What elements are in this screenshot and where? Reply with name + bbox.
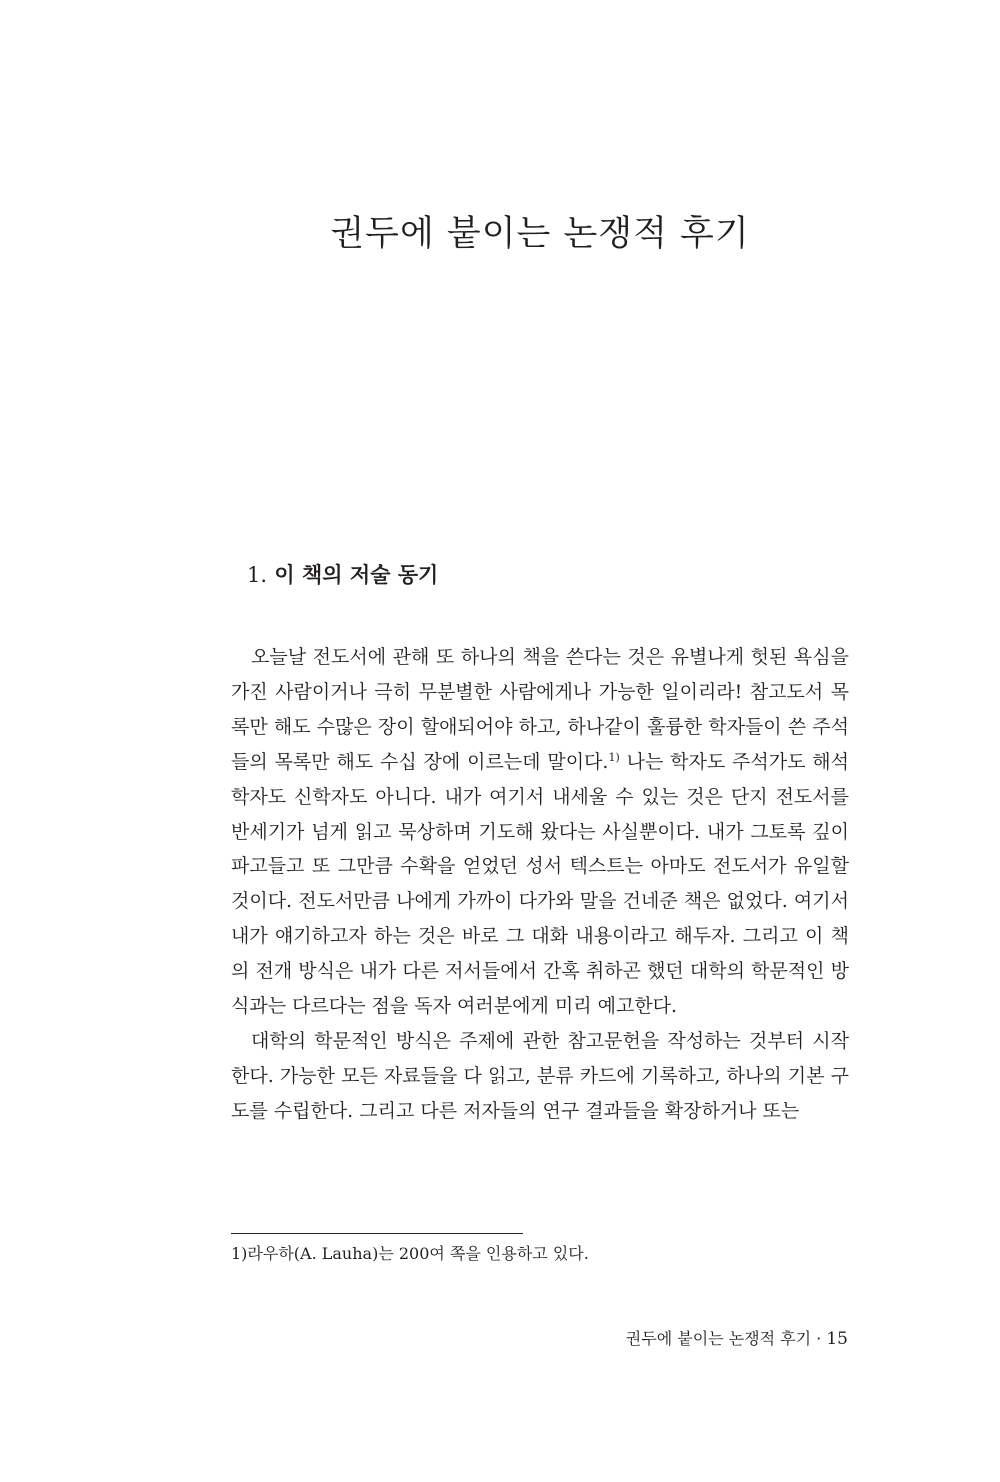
footnote-label: 1) xyxy=(231,1244,248,1263)
paragraph xyxy=(231,640,849,1024)
running-footer xyxy=(626,1326,848,1349)
paragraph-text: 오늘날 전도서에 관해 또 하나의 책을 쓴다는 것은 유별나게 헛된 욕심을 가진 사람이거나 극히 무분별한 사람에게나 가능한 일이리라! 참고도서 목록만 해도 수많은 장이 할애되어야 하고, 하나같이 훌륭한 학자들이 쓴 주석들의 목록만 해도 수십 장에 이르는데 말이다. xyxy=(231,646,849,773)
footnote-divider xyxy=(231,1233,523,1234)
section-number: 1. xyxy=(247,563,268,587)
footnote xyxy=(231,1241,589,1264)
chapter-title: 권두에 붙이는 논쟁적 후기 xyxy=(330,214,750,254)
body-text xyxy=(231,640,849,1129)
page-number: 15 xyxy=(826,1329,848,1349)
paragraph-text: 나는 학자도 주석가도 해석학자도 신학자도 아니다. 내가 여기서 내세울 수 있는 것은 단지 전도서를 반세기가 넘게 읽고 묵상하며 기도해 왔다는 사실뿐이다. 내가 그토록 깊이 파고들고 또 그만큼 수확을 얻었던 성서 텍스트는 아마도 전도서가 유일할 것이다. 전도서만큼 나에게 가까이 다가와 말을 건네준 책은 없었다. 여기서 내가 얘기하고자 하는 것은 바로 그 대화 내용이라고 해두자. 그리고 이 책의 전개 방식은 내가 다른 저서들에서 간혹 취하곤 했던 대학의 학문적인 방식과는 다르다는 점을 독자 여러분에게 미리 예고한다. xyxy=(231,750,849,1018)
paragraph: 대학의 학문적인 방식은 주제에 관한 참고문헌을 작성하는 것부터 시작한다. 가능한 모든 자료들을 다 읽고, 분류 카드에 기록하고, 하나의 기본 구도를 수립한다. 그리고 다른 저자들의 연구 결과들을 확장하거나 또는 xyxy=(231,1029,849,1122)
section-heading xyxy=(247,559,438,589)
running-title: 권두에 붙이는 논쟁적 후기 xyxy=(625,1329,812,1348)
footer-separator: · xyxy=(816,1329,822,1348)
section-title: 이 책의 저술 동기 xyxy=(274,563,439,587)
footnote-text: 라우하(A. Lauha)는 200여 쪽을 인용하고 있다. xyxy=(247,1244,589,1263)
footnote-reference: 1) xyxy=(608,750,620,764)
